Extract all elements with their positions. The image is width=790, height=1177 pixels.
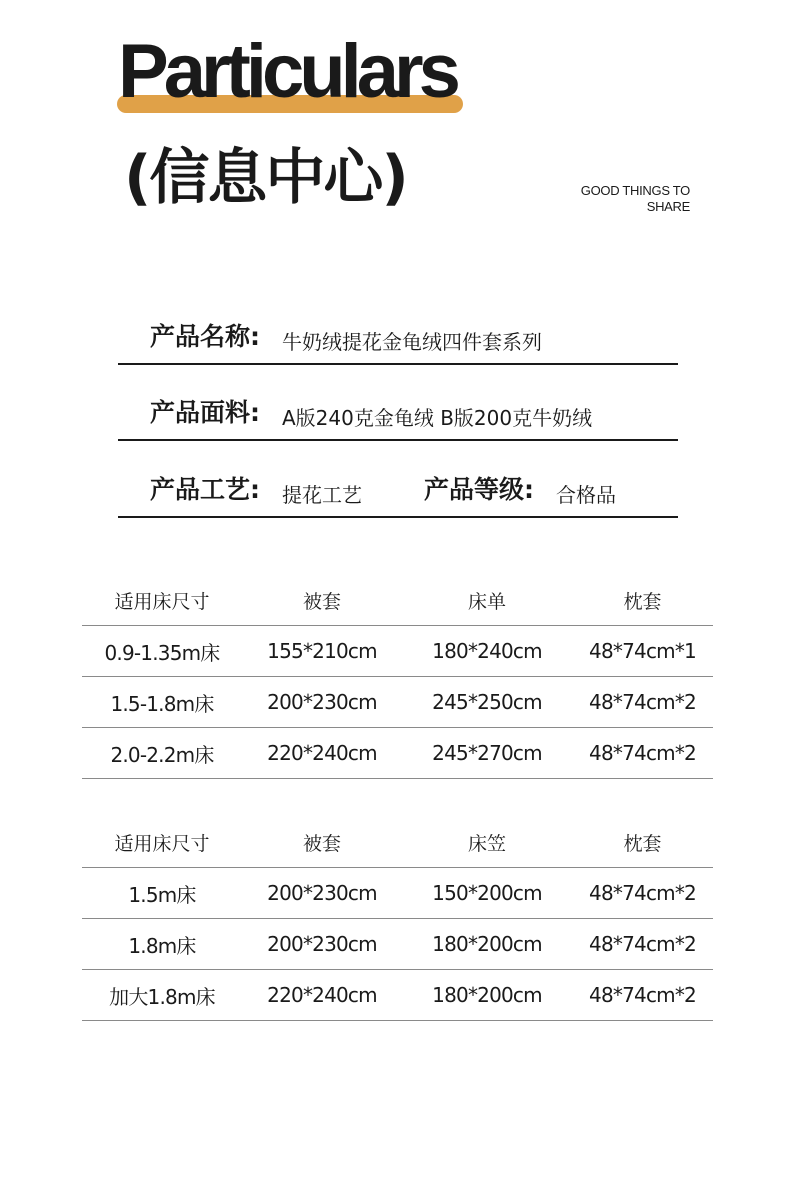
table-cell: 48*74cm*2 (589, 983, 696, 1007)
size-table-sheet (82, 575, 713, 779)
table-row (82, 970, 713, 1021)
table-row (82, 677, 713, 728)
column-header: 床单 (467, 590, 506, 613)
table-cell: 180*240cm (432, 639, 542, 663)
table-cell: 0.9-1.35m床 (104, 640, 220, 665)
column-header: 被套 (302, 832, 341, 855)
table-row (82, 868, 713, 919)
column-header: 适用床尺寸 (114, 832, 210, 855)
column-header: 适用床尺寸 (114, 590, 210, 613)
table-cell: 180*200cm (432, 932, 542, 956)
product-grade-value: 合格品 (556, 483, 616, 507)
size-table-fitted (82, 817, 713, 1021)
table-cell: 200*230cm (267, 690, 377, 714)
tagline-line-2: SHARE (646, 199, 690, 214)
tagline (581, 183, 690, 215)
table-cell: 150*200cm (432, 881, 542, 905)
info-row-fabric (118, 383, 678, 441)
table-cell: 245*270cm (432, 741, 542, 765)
table-cell: 200*230cm (267, 932, 377, 956)
page-title: Particulars (118, 29, 456, 114)
table-cell: 48*74cm*2 (589, 690, 696, 714)
table-cell: 1.5m床 (128, 882, 196, 907)
product-fabric-label: 产品面料: (150, 398, 260, 427)
table-cell: 48*74cm*2 (589, 932, 696, 956)
table-cell: 220*240cm (267, 741, 377, 765)
table-cell: 2.0-2.2m床 (110, 742, 214, 767)
page-subtitle: (信息中心) (124, 143, 407, 213)
table-cell: 加大1.8m床 (109, 984, 215, 1009)
table-cell: 1.8m床 (128, 933, 196, 958)
column-header: 枕套 (623, 832, 662, 855)
product-craft-label: 产品工艺: (150, 475, 260, 504)
product-name-label: 产品名称: (150, 322, 260, 351)
table-row (82, 919, 713, 970)
tagline-line-1: GOOD THINGS TO (580, 183, 690, 198)
table-row (82, 728, 713, 779)
table-cell: 155*210cm (267, 639, 377, 663)
table-cell: 245*250cm (432, 690, 542, 714)
table-cell: 48*74cm*1 (589, 639, 696, 663)
info-row-craft-grade (118, 460, 678, 518)
table-header-row (82, 575, 713, 626)
product-name-value: 牛奶绒提花金龟绒四件套系列 (282, 330, 542, 354)
product-grade-label: 产品等级: (424, 475, 534, 504)
column-header: 枕套 (623, 590, 662, 613)
table-cell: 200*230cm (267, 881, 377, 905)
table-cell: 48*74cm*2 (589, 881, 696, 905)
table-cell: 220*240cm (267, 983, 377, 1007)
table-header-row (82, 817, 713, 868)
column-header: 床笠 (467, 832, 506, 855)
table-cell: 1.5-1.8m床 (110, 691, 214, 716)
table-row (82, 626, 713, 677)
table-cell: 48*74cm*2 (589, 741, 696, 765)
info-row-name (118, 307, 678, 365)
product-fabric-value: A版240克金龟绒 B版200克牛奶绒 (282, 406, 593, 430)
column-header: 被套 (302, 590, 341, 613)
table-cell: 180*200cm (432, 983, 542, 1007)
product-craft-value: 提花工艺 (282, 483, 362, 507)
